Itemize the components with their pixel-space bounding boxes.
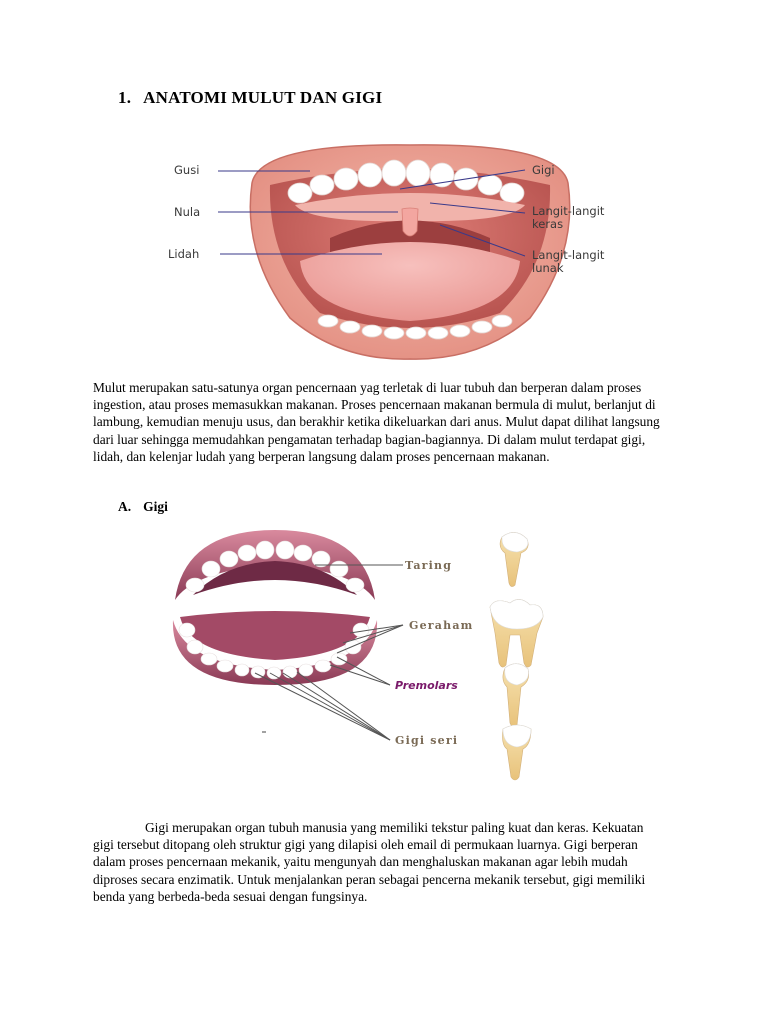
label-langit-lunak-2: lunak xyxy=(532,261,564,275)
label-gigi-seri: Gigi seri xyxy=(395,734,459,747)
section-number: 1. xyxy=(118,88,132,107)
label-langit-keras-1: Langit-langit xyxy=(532,204,605,218)
tooth-premolar-icon xyxy=(503,664,529,727)
tooth-molar-icon xyxy=(490,599,543,667)
paragraph-gigi-text: Gigi merupakan organ tubuh manusia yang memiliki tekstur paling kuat dan keras. Kekuatan gigi tersebut ditopang oleh struktur gigi yang dilapisi oleh email di permukaan luarnya. Gigi berperan dalam proses pencernaan mekanik, yaitu mengunyah dan menghaluskan makanan agar lebih mudah diproses secara enzimatik. Untuk menjalankan peran sebagai pencerna mekanik tersebut, gigi memiliki benda yang berbeda-beda sesuai dengan fungsinya. xyxy=(93,820,646,904)
teeth-types-figure xyxy=(165,525,555,795)
label-geraham: Geraham xyxy=(409,619,474,632)
paragraph-gigi xyxy=(93,819,663,905)
label-nula: Nula xyxy=(174,205,201,219)
tooth-incisor-icon xyxy=(503,725,532,780)
label-taring: Taring xyxy=(405,559,453,572)
section-heading xyxy=(118,88,382,108)
label-langit-keras-2: keras xyxy=(532,217,564,231)
subsection-heading xyxy=(118,499,168,515)
uvula xyxy=(402,208,418,236)
label-langit-lunak-1: Langit-langit xyxy=(532,248,605,262)
label-lidah: Lidah xyxy=(168,247,200,261)
mouth-anatomy-figure xyxy=(160,143,660,361)
paragraph-mulut: Mulut merupakan satu-satunya organ pencernaan yag terletak di luar tubuh dan berperan dalam proses ingestion, atau proses memasukkan makanan. Proses pencernaan makanan bermula di mulut, berlanjut di lambung, kemudian menuju usus, dan berakhir ketika dikeluarkan dari anus. Mulut dapat dilihat langsung dari luar sehingga memudahkan pengamatan terhadap bagian-bagiannya. Di dalam mulut terdapat gigi, lidah, dan kelenjar ludah yang berperan langsung dalam proses pencernaan makanan. xyxy=(93,380,660,464)
label-premolars: Premolars xyxy=(395,679,458,692)
lower-jaw-inner xyxy=(180,611,370,660)
subsection-title: Gigi xyxy=(143,499,168,514)
label-gusi: Gusi xyxy=(174,163,200,177)
tooth-canine-icon xyxy=(500,532,528,586)
label-gigi: Gigi xyxy=(532,163,555,177)
subsection-number: A. xyxy=(118,499,132,514)
section-title: ANATOMI MULUT DAN GIGI xyxy=(143,88,383,107)
